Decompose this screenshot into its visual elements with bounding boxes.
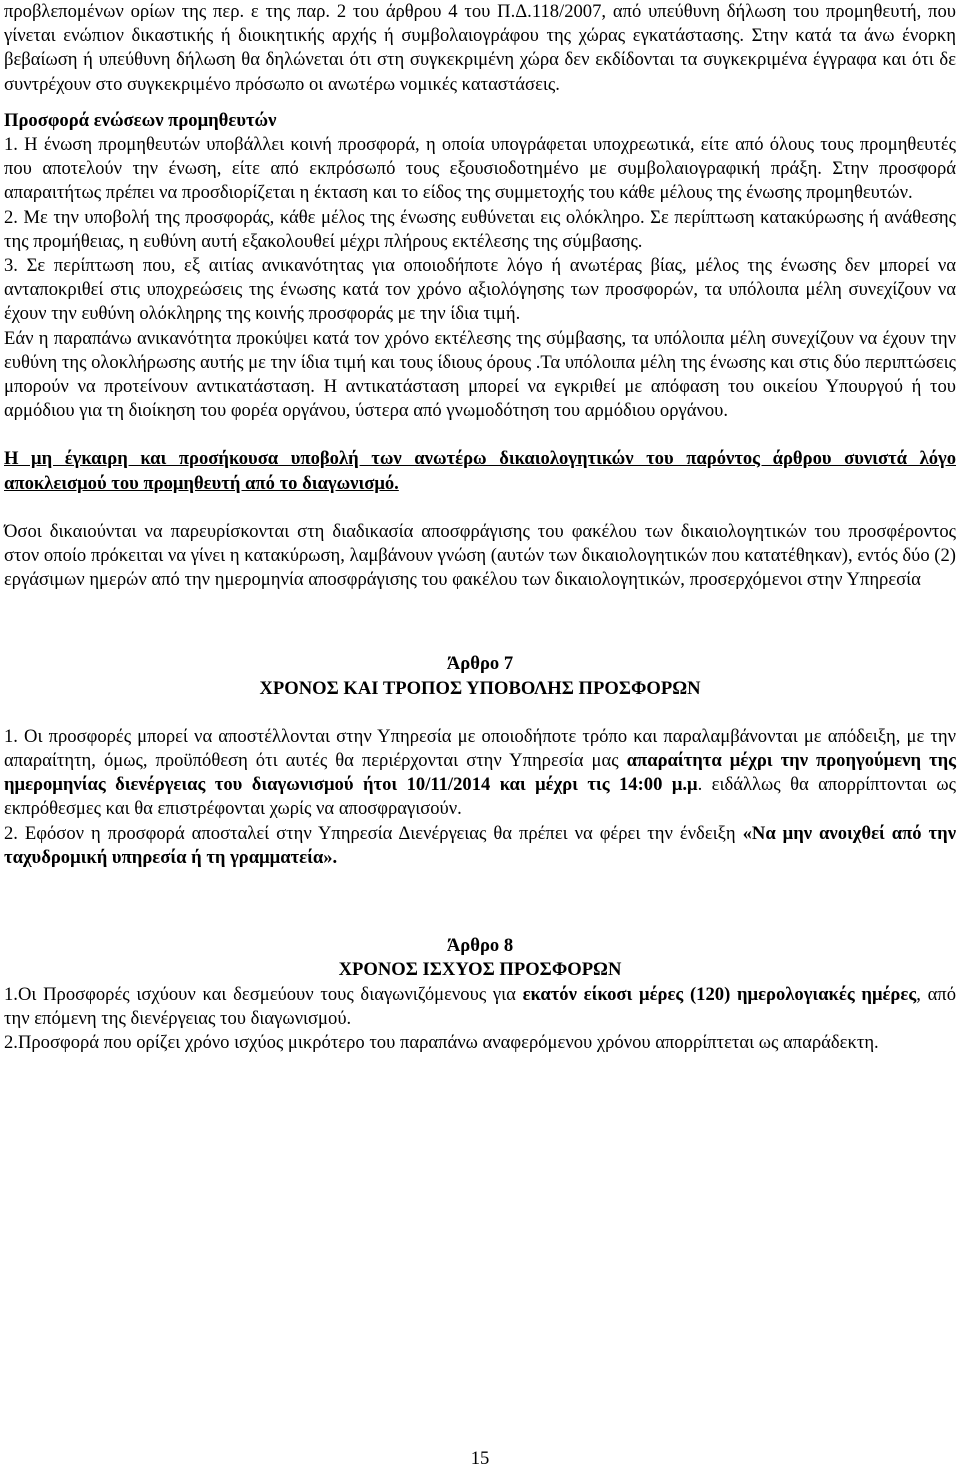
article-7-label: Άρθρο 7 (446, 653, 514, 675)
paragraph-declaration: προβλεπομένων ορίων της περ. ε της παρ. 2 του άρθρου 4 του Π.Δ.118/2007, από υπεύθυνη δήλωση του προμηθευτή, που γίνεται ενώπιον δικαστικής ή διοικητικής αρχής ή συμβολαιογράφου της χώρας εγκατάστασης. Στην κατά τα άνω ένορκη βεβαίωση ή υπεύθυνη δήλωση θα δηλώνεται ότι στη συγκεκριμένη χώρα δεν εκδίδονται τα συγκεκριμένα έγγραφα και ότι δε συντρέχουν στο συγκεκριμένο πρόσωπο οι ανωτέρω νομικές καταστάσεις. (4, 1, 956, 95)
text-run: 1.Οι Προσφορές ισχύουν και δεσμεύουν τους διαγωνιζόμενους για (4, 983, 523, 1005)
paragraph-article-7-1 (4, 725, 956, 822)
article-7-title: ΧΡΟΝΟΣ ΚΑΙ ΤΡΟΠΟΣ ΥΠΟΒΟΛΗΣ ΠΡΟΣΦΟΡΩΝ (259, 677, 701, 699)
spacer (4, 701, 956, 725)
spacer (4, 870, 956, 934)
article-8-title: ΧΡΟΝΟΣ ΙΣΧΥΟΣ ΠΡΟΣΦΟΡΩΝ (338, 959, 622, 981)
deadline-text: απαραίτητα μέχρι την προηγούμενη της ημερομηνίας διενέργειας του διαγωνισμού ήτοι 10/11/2014 και μέχρι τις 14:00 μ.μ (4, 750, 956, 796)
paragraph-consortium-3: 3. Σε περίπτωση που, εξ αιτίας ανικανότητας για οποιοδήποτε λόγο ή ανωτέρας βίας, μέλος της ένωσης δεν μπορεί να ανταποκριθεί στις υποχρεώσεις της ένωσης κατά τον χρόνο αξιολόγησης των προσφορών, τα υπόλοιπα μέλη συνεχίζουν να έχουν την ευθύνη ολόκληρης της κοινής προσφοράς με την ίδια τιμή. (4, 255, 956, 325)
spacer (4, 496, 956, 520)
text-run: , από την επόμενη της διενέργειας του διαγωνισμού. (4, 983, 956, 1029)
validity-period: εκατόν είκοσι μέρες (120) ημερολογιακές ημέρες (522, 983, 917, 1005)
spacer (4, 97, 956, 109)
section-heading-consortium: Προσφορά ενώσεων προμηθευτών (4, 109, 277, 131)
document-page (4, 0, 956, 1478)
article-8-label: Άρθρο 8 (446, 935, 514, 957)
paragraph-attendance: Όσοι δικαιούνται να παρευρίσκονται στη διαδικασία αποσφράγισης του φακέλου των δικαιολογητικών του προσφέροντος στον οποίο πρόκειται να γίνει η κατακύρωση, λαμβάνουν γνώση (αυτών των δικαιολογητικών που κατατέθηκαν), εντός δύο (2) εργάσιμων ημερών από την ημερομηνία αποσφράγισης του φακέλου των δικαιολογητικών, προσερχόμενοι στην Υπηρεσία (4, 520, 956, 591)
text-run: 2. Εφόσον η προσφορά αποσταλεί στην Υπηρεσία Διενέργειας θα πρέπει να φέρει την ένδειξη (4, 822, 743, 844)
text-run: . ειδάλλως θα απορρίπτονται ως εκπρόθεσμες και θα επιστρέφονται χωρίς να αποσφραγισούν. (4, 774, 956, 820)
text-run: 1. Οι προσφορές μπορεί να αποστέλλονται στην Υπηρεσία με οποιοδήποτε τρόπο και παραλαμβάνονται με απόδειξη, με την απαραίτητη, όμως, προϋπόθεση ότι αυτές θα περιέρχονται στην Υπηρεσία μας (4, 725, 956, 772)
paragraph-article-8-1 (4, 983, 956, 1031)
envelope-marking: «Να μην ανοιχθεί από την ταχυδρομική υπηρεσία ή τη γραμματεία». (4, 822, 956, 868)
spacer (4, 592, 956, 652)
paragraph-consortium-2: 2. Με την υποβολή της προσφοράς, κάθε μέλος της ένωσης ευθύνεται εις ολόκληρο. Σε περίπτωση κατακύρωσης ή ανάθεσης της προμήθειας, η ευθύνη αυτή εξακολουθεί μέχρι πλήρους εκτέλεσης της σύμβασης. (4, 206, 956, 252)
exclusion-notice: Η μη έγκαιρη και προσήκουσα υποβολή των ανωτέρω δικαιολογητικών του παρόντος άρθρου συνιστά λόγο αποκλεισμού του προμηθευτή από το διαγωνισμό. (4, 448, 956, 494)
paragraph-consortium-1: 1. Η ένωση προμηθευτών υποβάλλει κοινή προσφορά, η οποία υπογράφεται υποχρεωτικά, είτε από όλους τους προμηθευτές που αποτελούν την ένωση, είτε από εκπρόσωπό τους εξουσιοδοτημένο με συμβολαιογραφική πράξη. Στην προσφορά απαραιτήτως πρέπει να προσδιορίζεται η έκταση και το είδος της συμμετοχής του κάθε μέλους της ένωσης προμηθευτών. (4, 134, 956, 204)
page-number: 15 (470, 1448, 490, 1469)
spacer (4, 423, 956, 447)
paragraph-consortium-4: Εάν η παραπάνω ανικανότητα προκύψει κατά τον χρόνο εκτέλεσης της σύμβασης, τα υπόλοιπα μέλη συνεχίζουν να έχουν την ευθύνη της ολοκλήρωσης αυτής με την ίδια τιμή και τους ίδιους όρους .Τα υπόλοιπα μέλη της ένωσης και στις δύο περιπτώσεις μπορούν να προτείνουν αντικατάσταση. Η αντικατάσταση μπορεί να εγκριθεί με απόφαση του οικείου Υπουργού ή του αρμόδιου για τη διοίκηση του φορέα οργάνου, ύστερα από γνωμοδότηση του αρμόδιου οργάνου. (4, 327, 957, 422)
paragraph-article-7-2 (4, 822, 956, 870)
paragraph-article-8-2: 2.Προσφορά που ορίζει χρόνο ισχύος μικρότερο του παραπάνω αναφερόμενου χρόνου απορρίπτεται ως απαράδεκτη. (4, 1031, 879, 1053)
